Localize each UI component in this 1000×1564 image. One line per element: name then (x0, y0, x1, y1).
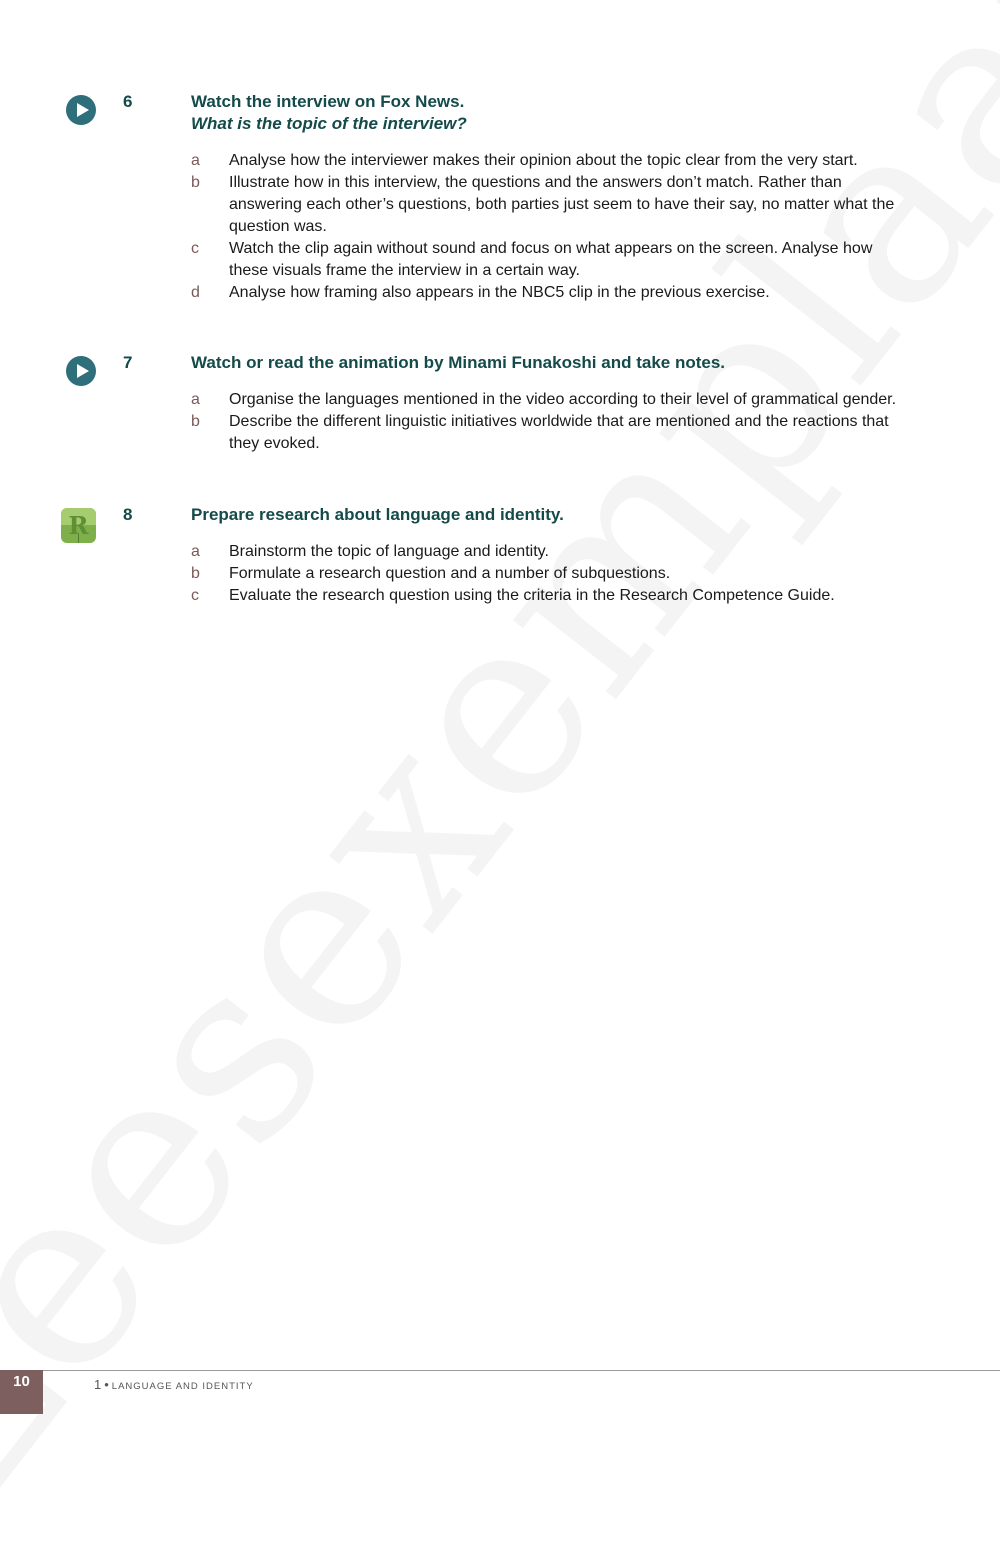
exercise-title (191, 352, 911, 374)
exercise-items (191, 389, 911, 455)
page-number: 10 (13, 1373, 30, 1390)
exercise-title (191, 504, 911, 526)
item-text: Formulate a research question and a number of subquestions. (229, 565, 671, 582)
item-text: Analyse how framing also appears in the NBC5 clip in the previous exercise. (229, 284, 770, 301)
footer-divider (0, 1370, 1000, 1371)
item-letter: a (191, 391, 200, 408)
item-letter: d (191, 284, 200, 301)
item-letter: a (191, 543, 200, 560)
exercise-number: 8 (123, 505, 133, 524)
chapter-number: 1 (94, 1377, 102, 1392)
item-text: Evaluate the research question using the criteria in the Research Competence Guide. (229, 587, 835, 604)
list-item (191, 172, 911, 238)
list-item (191, 411, 911, 455)
exercise-items (191, 541, 911, 607)
footer-chapter (94, 1377, 254, 1392)
list-item (191, 238, 911, 282)
item-text: Brainstorm the topic of language and identity. (229, 543, 549, 560)
list-item (191, 150, 911, 172)
item-text: Watch the clip again without sound and focus on what appears on the screen. Analyse how these visuals frame the interview in a certain way. (229, 240, 873, 279)
item-letter: b (191, 413, 200, 430)
exercise-number: 7 (123, 353, 133, 372)
exercise-subtitle: What is the topic of the interview? (191, 114, 467, 133)
item-letter: b (191, 565, 200, 582)
list-item (191, 563, 911, 585)
exercise-title-text: Prepare research about language and identity. (191, 505, 564, 524)
list-item (191, 541, 911, 563)
exercise-number: 6 (123, 92, 133, 111)
chapter-separator: • (104, 1377, 109, 1392)
exercise-items (191, 150, 911, 304)
exercise-title (191, 91, 911, 135)
play-icon[interactable] (66, 95, 96, 125)
item-letter: a (191, 152, 200, 169)
item-letter: c (191, 240, 199, 257)
list-item (191, 282, 911, 304)
play-icon[interactable] (66, 356, 96, 386)
list-item (191, 389, 911, 411)
item-text: Organise the languages mentioned in the video according to their level of grammatical gender. (229, 391, 897, 408)
item-letter: b (191, 174, 200, 191)
item-text: Illustrate how in this interview, the questions and the answers don’t match. Rather than answering each other’s questions, both parties just seem to have their say, no matter what the question was. (229, 174, 895, 235)
list-item (191, 585, 911, 607)
item-text: Describe the different linguistic initiatives worldwide that are mentioned and the reactions that they evoked. (229, 413, 889, 452)
item-text: Analyse how the interviewer makes their opinion about the topic clear from the very start. (229, 152, 858, 169)
item-letter: c (191, 587, 199, 604)
chapter-title: LANGUAGE AND IDENTITY (111, 1381, 254, 1392)
exercise-title-text: Watch or read the animation by Minami Funakoshi and take notes. (191, 353, 726, 372)
research-r-icon[interactable] (61, 508, 96, 543)
exercise-title-text: Watch the interview on Fox News. (191, 92, 465, 111)
research-icon-letter: R (68, 511, 89, 540)
